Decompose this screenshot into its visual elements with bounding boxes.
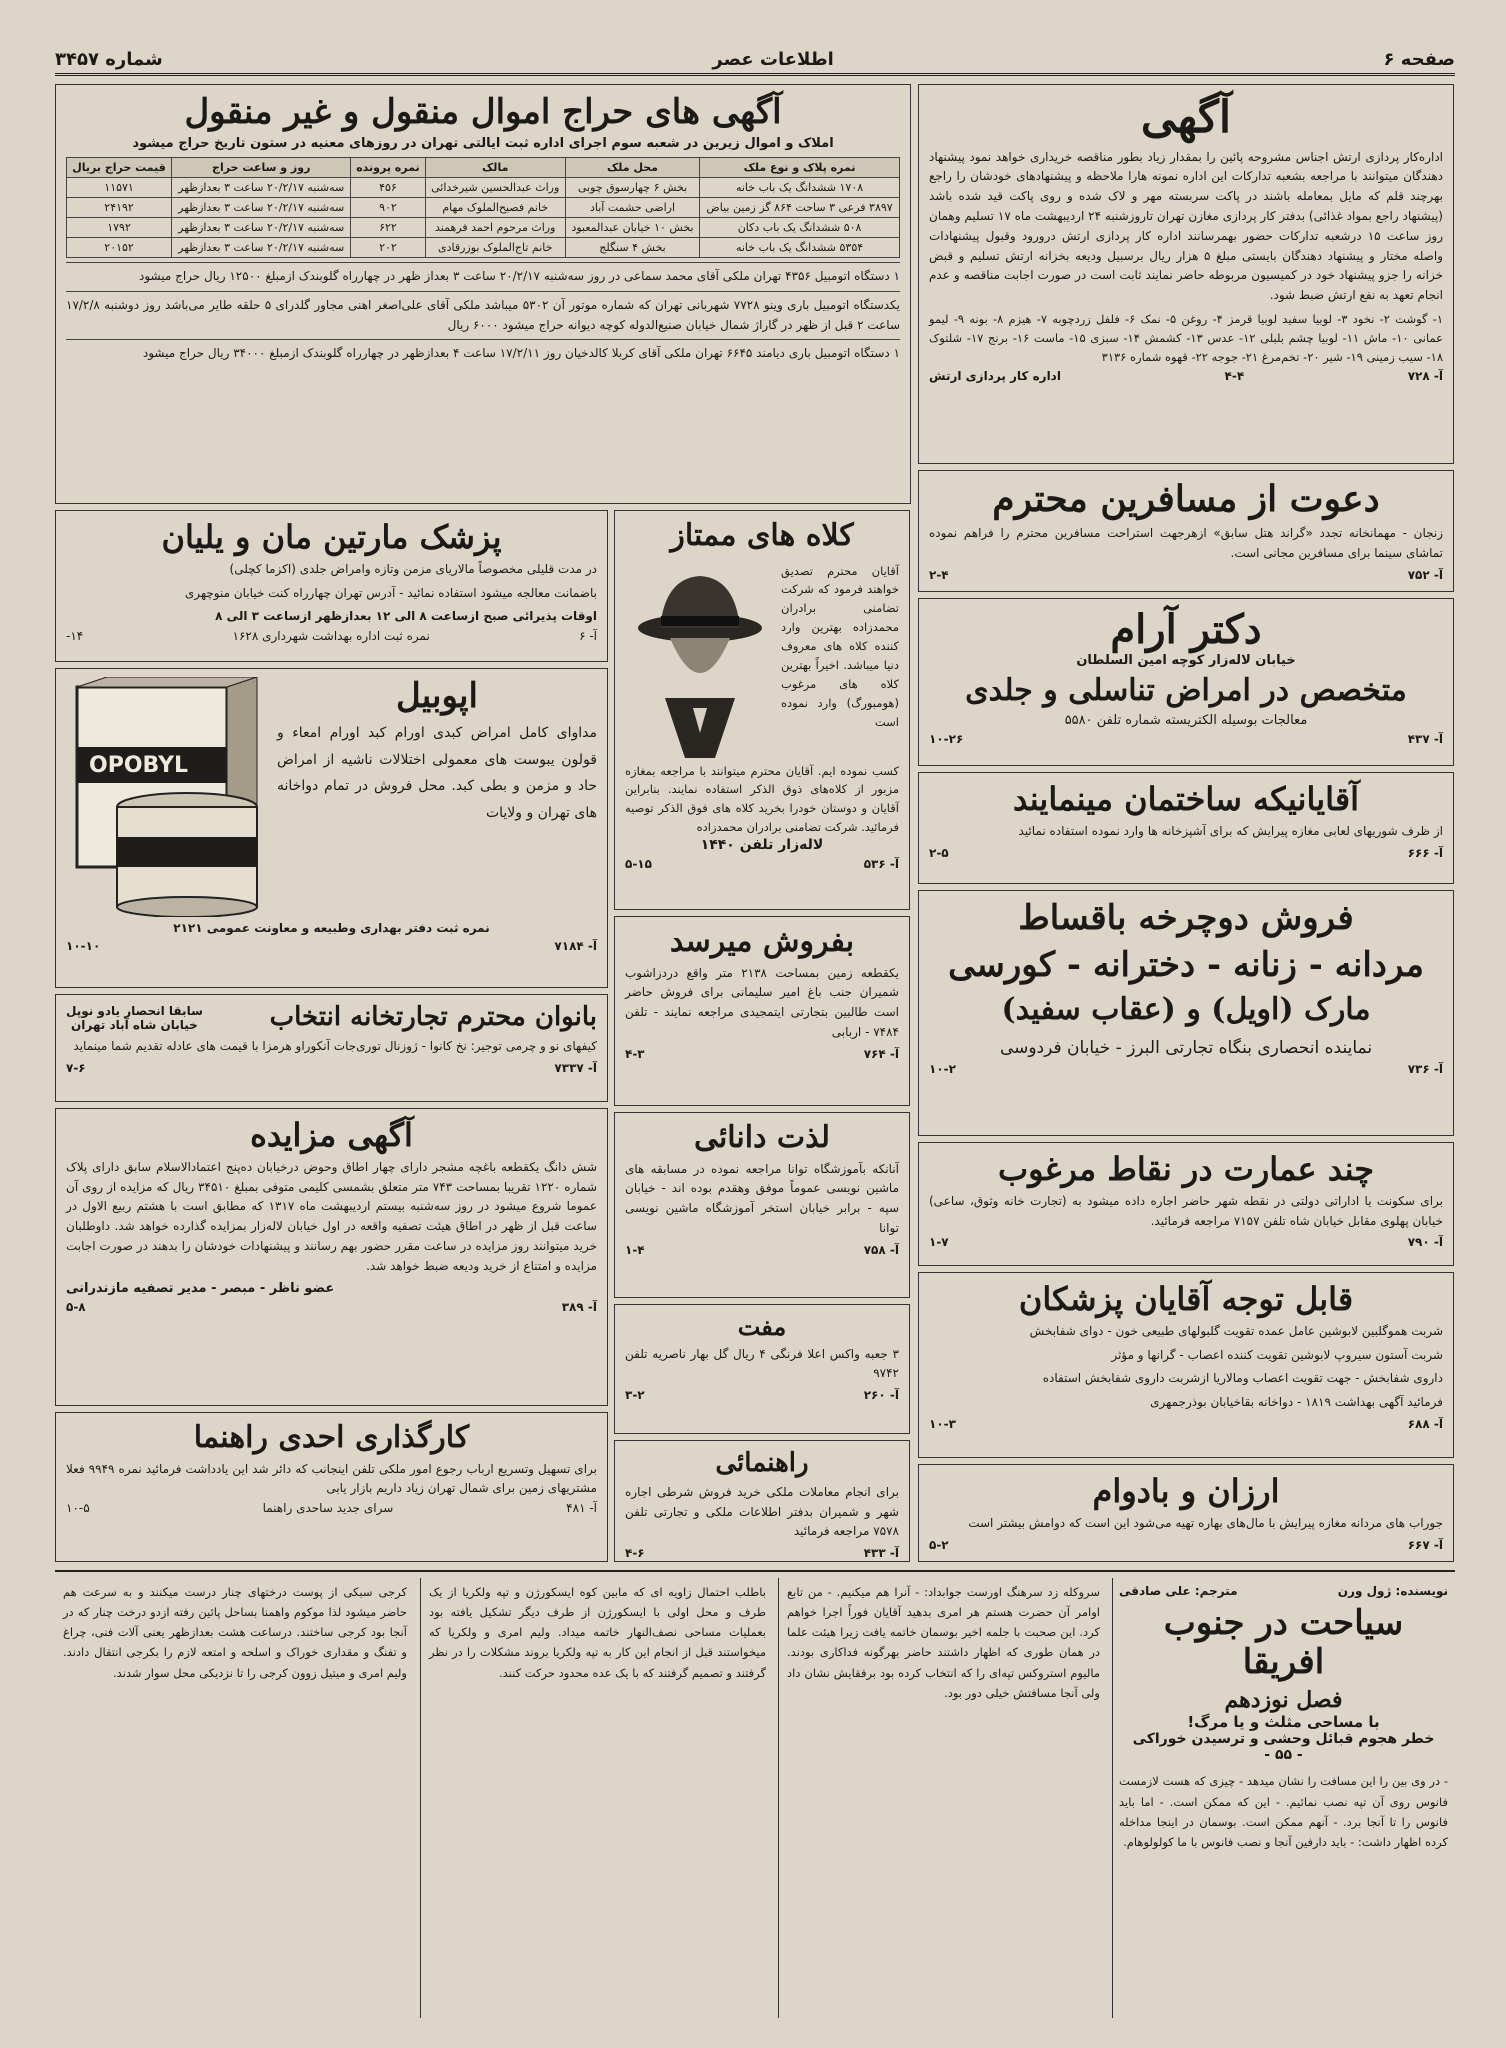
cell: خانم فصیح‌الملوک مهام [425,198,565,218]
serial-column-3: باطلب احتمال زاویه ای که مابین کوه ایسکورژن و تپه ولکریا از یک طرف و محل اولی با ایسکورژن از طرف دیگر تشکیل یافته بود بعملیات مساحی نصف‌النهار خاتمه میداد. ولیم امری و ولکریا که میخواستند قبل از انجام این کار به تپه ولکریا بروند مشکلات را در نظر گرفتند و تصمیم گرفتند که با یک عده محدود حرکت کنند. [429,1585,766,1680]
physicians-title: قابل توجه آقایان پزشکان [1018,1280,1354,1318]
opobyl-ref-right: آ- ۷۱۸۴ [554,939,597,953]
auction-col-price: قیمت حراج بریال [67,158,172,178]
invite-ad [918,470,1454,592]
serial-column-2: سروکله زد سرهنگ اورست جوابداد: - آنرا هم میکنیم. - من تابع اوامر آن حضرت هستم هر امری بدهید آقایان فوراً اجرا خواهم کرد. این صحبت با جلمه اخیر بوسمان خاتمه یافت زیرا هیئت علما در همان طوری که اظهار داشتند حاضر بهرگونه فداکاری بودند. مالیوم استروکس تپه‌ای را که انتخاب کرده بود برفقایش نشان داد ولی آنجا مسافتش خیلی دور بود. [787,1585,1100,1700]
serial-column-3-box [420,1578,774,2018]
auction-col-plot: نمره پلاک و نوع ملک [700,158,900,178]
invite-ref-left: ۲-۴ [929,567,949,582]
cell: ۲۰۲ [351,238,425,258]
cell: خانم تاج‌الملوک بوزرقادی [425,238,565,258]
builders-ref-right: آ- ۶۶۶ [1407,845,1443,860]
mazayede-signature: عضو ناظر - مبصر - مدیر تصفیه مازندرانی [66,1280,335,1296]
doctor-aram-detail: معالجات بوسیله الکتریسته شماره تلفن ۵۵۸۰ [1064,712,1308,728]
serial-chapter: فصل نوزدهم [1224,1687,1343,1714]
doctor-aram-ad [918,598,1454,766]
section-divider [55,1570,1455,1572]
cell: ۶۲۲ [351,218,425,238]
free-title: مفت [737,1312,787,1341]
mazayede-title: آگهی مزایده [250,1116,413,1154]
bicycles-ref-right: آ- ۷۳۶ [1407,1061,1443,1076]
invite-body: زنجان - مهمانخانه تجدد «گراند هتل سابق» ازهرجهت استراحت مسافرین محترم را فراهم نموده تماشای سینما برای مسافرین مجانی است. [929,526,1443,561]
physicians-ref-right: آ- ۶۸۸ [1407,1416,1443,1431]
ladies-ad [55,994,608,1102]
serial-number: - ۵۵ - [1264,1747,1303,1764]
martin-line-1: در مدت قلیلی مخصوصاً مالاریای مزمن وتازه وامراض جلدی (اکزما کچلی) [229,561,597,576]
guide-ad [614,1440,910,1562]
physicians-line-4: فرمائید آگهی بهداشت ۱۸۱۹ - دواخانه بقاخیابان بوذرجمهری [1150,1395,1443,1410]
cheap-title: ارزان و بادوام [1092,1472,1280,1510]
paper-name: اطلاعات عصر [712,49,834,70]
hats-phone: لاله‌زار تلفن ۱۴۴۰ [700,837,824,854]
opobyl-box-label: OPOBYL [89,753,189,778]
cell: ۲۰۱۵۲ [67,238,172,258]
kargozari-address: سرای جدید ساحدی راهنما [262,1501,394,1516]
builders-title: آقایانیکه ساختمان مینمایند [1012,780,1360,818]
knowledge-ref-right: آ- ۷۵۸ [863,1242,899,1257]
serial-translator: مترجم: علی صادقی [1119,1584,1238,1598]
auction-col-location: محل ملک [565,158,699,178]
cell: ۱۷۹۲ [67,218,172,238]
notice-items: ۱- گوشت ۲- نخود ۳- لوبیا سفید لوبیا قرمز ۴- روغن ۵- نمک ۶- فلفل زردچوبه ۷- هیزم ۸- بونه ۹- لیمو عمانی ۱۰- ماش ۱۱- لوبیا چشم بلبلی ۱۲- عدس ۱۳- کشمش ۱۴- سبزی ۱۵- ماست ۱۶- برنج ۱۷- شلتوک ۱۸- سیب زمینی ۱۹- شیر ۲۰- تخم‌مرغ ۲۱- جوجه ۲۲- قهوه شماره ۳۱۳۶ [929,311,1444,364]
knowledge-body: آنانکه بآموزشگاه توانا مراجعه نموده در مسابقه های ماشین نویسی عموماً موفق وهقدم بوده اند - خیابان سپه - برابر خیابان استخر آموزشگاه ماشین نویسی توانا [625,1161,899,1235]
free-ad [614,1304,910,1434]
cell: سه‌شنبه ۲۰/۲/۱۷ ساعت ۳ بعدازظهر [172,218,351,238]
mazayede-ref-left: ۵-۸ [66,1299,86,1314]
cell: ۵۰۸ ششدانگ یک باب دکان [700,218,900,238]
bicycles-line-1: فروش دوچرخه باقساط [1018,898,1354,938]
martin-ad [55,510,608,662]
serial-author: نویسنده: ژول ورن [1337,1584,1448,1598]
mazayede-body: شش دانگ یکقطعه باغچه مشجر دارای چهار اطاق وحوض درخیابان ده‌پنج اعتمادالاسلام سابق دارای پلاک شماره ۱۲۲۰ تقریبا بمساحت ۷۴۳ متر متعلق بشمسی کلیمی متوفی بمبلغ ۳۴۵۱۰ ریال که مزایده از روی آن عموما شروع میشود در روز سه‌شنبه بیستم اردیبهشت ماه ۱۳۱۷ که مطابق است با هشتم ربیع الاول در ساعت قبل از ظهر در اطاق هیئت تصفیه واقعه در اول خیابان لاله‌زار بمزایده گذارده خواهد شد. داوطلبان خرید میتوانند روز مزایده در ساعت مقرر حضور بهم رسانند و پیشنهادات خودشان را بدهند در صورت اجابت مزایده و امتناع از خرید ودیعه ضبط خواهد شد. [66,1159,598,1273]
hats-ad [614,510,910,910]
hats-title: کلاه های ممتاز [670,518,854,553]
guide-body: برای انجام معاملات ملکی خرید فروش شرطی اجاره شهر و شمیران بدفتر اطلاعات ملکی و تجارتی تلفن ۷۵۷۸ مراجعه فرمائید [625,1484,899,1539]
auction-col-owner: مالک [425,158,565,178]
cell: ۴۵۶ [351,178,425,198]
medicine-box-icon [67,677,267,917]
physicians-ad [918,1272,1454,1458]
hats-body-2: کسب نموده ایم. آقایان محترم میتوانند با مراجعه بمغازه مزبور از کلاه‌های ذوق الذکر استفاده نمایند. بنابراین آقایان و دوستان خودرا بخرید کلاه های فوق الذکر توصیه فرمائید. شرکت تضامنی برادران محمدزاده [625,763,899,835]
auction-ad [55,84,911,504]
doctor-aram-address: خیابان لاله‌زار کوچه امین السلطان [1076,653,1296,668]
doctor-aram-ref-right: آ- ۴۳۷ [1407,731,1443,746]
cheap-ref-left: ۵-۲ [929,1537,949,1552]
auction-vehicle-1: ۱ دستگاه اتومبیل ۴۳۵۶ تهران ملکی آقای محمد سماعی در روز سه‌شنبه ۲۰/۲/۱۷ ساعت ۳ بعداز ظهر در چهارراه گلوبندک ازمبلغ ۱۲۵۰۰ ریال حراج میشود [66,262,900,287]
hat-illustration [625,558,775,758]
auction-col-date: روز و ساعت حراج [172,158,351,178]
builders-ref-left: ۲-۵ [929,845,949,860]
cell: ۲۴۱۹۲ [67,198,172,218]
ladies-address: خیابان شاه آباد تهران [71,1017,198,1032]
auction-vehicle-3: ۱ دستگاه اتومبیل باری دیامند ۶۶۴۵ تهران ملکی آقای کربلا کالدخیان روز ۱۷/۲/۱۱ ساعت ۴ بعدازظهر در چهارراه گلوبندک ازمبلغ ۳۴۰۰۰ ریال حراج میشود [66,339,900,364]
serial-column-1: - در وی بین را این مسافت را نشان میدهد - چیزی که هست لازمست فانوس روی آن تپه نصب نمائیم. - این که ممکن است. - اما باید فانوس را تا آنجا برد. - آنهم ممکن است. بوسمان در اینجا مداخله کرده اظهار داشت: - باید دارفین آنجا و نصب فانوس با ما کولولوهام. [1119,1774,1448,1849]
notice-title: آگهی [1140,92,1232,143]
bicycles-line-2: مردانه - زنانه - دخترانه - کورسی [948,945,1424,986]
mazayede-ad [55,1108,608,1406]
physicians-line-2: شربت آستون سیروپ لابوشین تقویت کننده اعصاب - گرانها و مؤثر [1111,1347,1443,1362]
free-ref-left: ۳-۲ [625,1388,645,1403]
opobyl-registration: نمره ثبت دفتر بهداری وطبیعه و معاونت عمومی ۲۱۲۱ [173,921,490,935]
page-header [55,46,1455,76]
martin-ref-left: ۱۴- [66,629,84,644]
cheap-ad [918,1464,1454,1562]
serial-column-4: کرجی سبکی از پوست درختهای چنار درست میکنند و به سرعت هم حاضر میشود لذا موکوم واهمنا بساحل پائین رفته ازدو درخت چنار که در آنجا بود کرجی ساختند. درساعت هشت بعدازظهر یعنی آلات فنی، چراغ و تفنگ و مقداری خوراک و اسلحه و امتعه لازم را بکرجی انتقال دادند. ولیم امری و میتیل زوون کرجی را تا نزدیکی محل سوار شدند. [63,1585,407,1680]
knowledge-title: لذت دانائی [693,1120,831,1155]
ladies-ref-left: ۷-۶ [66,1060,86,1075]
opobyl-product-image [67,677,267,917]
cell: بخش ۴ سنگلج [565,238,699,258]
serial-title: سیاحت در جنوب افریقا [1163,1603,1404,1683]
physicians-ref-left: ۱۰-۳ [929,1416,956,1431]
cell: ۳۸۹۷ فرعی ۳ ساحت ۸۶۴ گز زمین بیاض [700,198,900,218]
cell: بخش ۱۰ خیابان عبدالمعبود [565,218,699,238]
kargozari-ref-left: ۱۰-۵ [66,1501,90,1516]
hat-man-icon [625,558,775,758]
opobyl-ad [55,668,608,988]
auction-title: آگهی های حراج اموال منقول و غیر منقول [184,92,782,132]
sale-ref-right: آ- ۷۶۴ [863,1046,899,1061]
cell: ۵۳۵۴ ششدانگ یک باب خانه [700,238,900,258]
buildings-ref-left: ۱-۷ [929,1235,949,1250]
buildings-body: برای سکونت یا اداراتی دولتی در نقطه شهر حاضر اجاره داده میشود به (تجارت خانه وثوق، ساعی) خیابان پهلوی مقابل خیابان شاه تلفن ۷۱۵۷ مراجعه فرمائید. [929,1193,1443,1228]
sale-body: یکقطعه زمین بمساحت ۲۱۳۸ متر واقع دردزاشوب شمیران جنب باغ امیر سلیمانی برای فروش حاضر است طالبین بتجارتی ایتمجیدی مراجعه نمایند - تلفن ۷۴۸۴ - اربابی [625,965,899,1039]
cheap-body: جوراب های مردانه مغازه پیرایش با مال‌های بهاره تهیه می‌شود این است که دوامش بیشتر است [968,1515,1443,1530]
kargozari-body: برای تسهیل وتسریع ارباب رجوع امور ملکی تلفن اینجانب که دائر شد این یادداشت فرمائید نمره ۹۹۴۹ فعلا مشتریهای زمین برای شمال تهران زیاد داریم بازار یابی [66,1461,597,1496]
guide-title: راهنمائی [715,1448,809,1478]
ladies-side-note: سابقا انحصار یادو نوپل [66,1003,203,1018]
doctor-aram-title: دکتر آرام [1110,606,1262,653]
bicycles-line-4: نماینده انحصاری بنگاه تجارتی البرز - خیابان فردوسی [999,1037,1373,1058]
table-row [67,198,900,218]
hats-body: آقایان محترم تصدیق خواهند فرمود که شرکت تضامنی برادران محمدزاده بهترین وارد کننده کلاه های معروف دنیا میباشد. اخیراً بهترین کلاه های مرغوب (هومبورگ) وارد نموده است [781,563,899,730]
notice-body: اداره‌کار پردازی ارتش اجناس مشروحه پائین را بمقدار زیاد بطور مناقصه خریداری خواهد نمود پیشنهاد دهندگان میتوانند با مراجعه بشعبه تدارکات این اداره نمونه هارا ملاحظه و پیشنهادهای خودشان را راجع بهرچند قلم که مایل بمعامله باشند در پاکت سربسته مهر و لاک شده و روی پاکت قید شده باشد (پیشنهاد راجع بمواد غذائی) بدفتر کار پردازی مغازن تهران تاروزشنبه ۲۴ اردیبهشت ماه ۱۷ تسلیم وهمان روز ساعت ۱۵ درشعبه تدارکات حضور بهمرسانند اداره کار پردازی ارتش درورود وقبول پیشنهادات واصله مختار و پیشنهاد دهندگان بایستی مبلغ ۵ هزار ریال برسبیل ودیعه بخزانه ارتش تسلیم و قبض خزانه را جزو پیشنهاد خود در کمیسیون مربوطه حاضر نمایند ثابت است در صورت اجابت مناقصه و عدم انجام تعهد به نفع ارتش ضبط شود. [929,149,1443,303]
free-ref-right: آ- ۲۶۰ [863,1388,899,1403]
hats-ref-right: آ- ۵۳۶ [863,857,899,872]
auction-table [66,157,900,258]
invite-ref-right: آ- ۷۵۲ [1407,567,1443,582]
martin-line-2: باضمانت معالجه میشود استفاده نمائید - آدرس تهران چهارراه کنت خیابان منوچهری [184,585,597,600]
auction-col-file: نمره پرونده [351,158,425,178]
hats-ref-left: ۵-۱۵ [625,857,652,872]
guide-ref-right: آ- ۴۳۳ [863,1546,899,1561]
table-row [67,218,900,238]
table-row [67,178,900,198]
ladies-ref-right: آ- ۷۳۳۷ [554,1060,597,1075]
notice-ref-left: ۴-۴ [1224,368,1245,383]
doctor-aram-specialty: متخصص در امراض تناسلی و جلدی [965,673,1407,708]
martin-title: پزشک مارتین مان و یلیان [161,518,502,556]
builders-body: از ظرف شوریهای لعابی مغازه پیرایش که برای آشپزخانه ها وارد نموده استفاده نمائید [1018,823,1443,838]
bicycles-ad [918,890,1454,1136]
auction-header-row [67,158,900,178]
sale-title: بفروش میرسد [669,924,855,959]
kargozari-ref-right: آ- ۴۸۱ [566,1501,597,1516]
mazayede-ref-right: آ- ۳۸۹ [561,1299,597,1314]
bicycles-line-3: مارک (اویل) و (عقاب سفید) [1001,992,1371,1028]
sale-ad [614,916,910,1106]
cell: سه‌شنبه ۲۰/۲/۱۷ ساعت ۳ بعدازظهر [172,238,351,258]
cell: ۹۰۲ [351,198,425,218]
table-row [67,238,900,258]
knowledge-ref-left: ۱-۴ [625,1242,645,1257]
notice-signature: اداره کار پردازی ارتش [929,368,1061,383]
cell: ۱۱۵۷۱ [67,178,172,198]
serial-subtitle-2: خطر هجوم قبائل وحشی و ترسیدن خوراکی [1132,1731,1435,1748]
kargozari-ad [55,1412,608,1562]
buildings-ref-right: آ- ۷۹۰ [1407,1235,1443,1250]
opobyl-body: مداوای کامل امراض کبدی اورام کبد اورام امعاء و قولون یبوست های معمولی اختلالات ناشیه از امراض حاد و مزمن و بطی کبد. محل فروش در تمام دواخانه های تهران و ولایات [277,725,597,821]
auction-subtitle: املاک و اموال زیرین در شعبه سوم اجرای اداره ثبت ایالتی تهران در روزهای معنیه در ستون تاریخ حراج میشود [132,136,834,152]
invite-title: دعوت از مسافرین محترم [992,478,1380,520]
serial-column-4-box [55,1578,415,2018]
serial-column-2-box [778,1578,1108,2018]
sale-ref-left: ۴-۳ [625,1046,645,1061]
auction-vehicle-2: یکدستگاه اتومبیل باری وینو ۷۷۲۸ شهربانی تهران که شماره موتور آن ۵۳۰۲ میباشد ملکی آقای علی‌اصغر اهنی مجاور گلدرای ۵ حلقه طایر می‌باشد روز دوشنبه ۱۷/۲/۸ ساعت ۲ قبل از ظهر در گاراژ شمال خیابان صنیع‌الدوله کوچه دیوانه حراج میشود ۶۰۰۰ ریال [66,291,900,336]
serial-header [1112,1578,1454,2018]
cell: وراث مرحوم احمد فرهمند [425,218,565,238]
cell: سه‌شنبه ۲۰/۲/۱۷ ساعت ۳ بعدازظهر [172,178,351,198]
martin-ref-right: آ- ۶ [579,629,597,644]
cell: ۱۷۰۸ ششدانگ یک باب خانه [700,178,900,198]
cell: بخش ۶ چهارسوق چوبی [565,178,699,198]
opobyl-ref-left: ۱۰-۱۰ [66,939,101,953]
notice-ref-right: آ- ۷۲۸ [1407,368,1443,383]
cheap-ref-right: آ- ۶۶۷ [1407,1537,1443,1552]
physicians-line-1: شربت هموگلبین لابوشین عامل عمده تقویت گلبولهای طبیعی خون - دوای شفابخش [1029,1323,1443,1338]
buildings-title: چند عمارت در نقاط مرغوب [997,1150,1375,1188]
martin-line-4: نمره ثبت اداره بهداشت شهرداری ۱۶۲۸ [232,629,430,644]
serial-subtitle-1: با مساحی مثلث و یا مرگ! [1187,1713,1380,1732]
cell: وراث عبدالحسین شیرخدائی [425,178,565,198]
martin-line-3: اوقات پذیرائی صبح ازساعت ۸ الی ۱۲ بعدازظهر ازساعت ۳ الی ۸ [215,609,597,624]
ladies-body: کیفهای نو و چرمی توجیر: نخ کانوا - ژوزنال توری‌جات آنکوراو هرمزا با قیمت های عادله تقدیم شما مینماید [73,1038,597,1053]
issue-number: شماره ۳۴۵۷ [55,49,163,70]
guide-ref-left: ۴-۶ [625,1546,645,1561]
cell: اراضی حشمت آباد [565,198,699,218]
builders-ad [918,772,1454,884]
physicians-line-3: داروی شفابخش - جهت تقویت اعصاب ومالاریا ازشربت داروی شفابخش استفاده [1042,1371,1443,1386]
cell: سه‌شنبه ۲۰/۲/۱۷ ساعت ۳ بعدازظهر [172,198,351,218]
free-body: ۳ جعبه واکس اعلا فرنگی ۴ ریال گل بهار ناصریه تلفن ۹۷۴۲ [625,1346,899,1381]
bicycles-ref-left: ۱۰-۲ [929,1061,956,1076]
knowledge-ad [614,1112,910,1298]
notice-ad [918,84,1454,464]
opobyl-title: اپوبیل [396,676,478,716]
ladies-title: بانوان محترم تجارتخانه انتخاب [269,1002,597,1032]
buildings-ad [918,1142,1454,1266]
kargozari-title: کارگذاری احدی راهنما [193,1420,470,1455]
page-number: صفحه ۶ [1383,49,1455,70]
doctor-aram-ref-left: ۱۰-۲۶ [929,731,964,746]
